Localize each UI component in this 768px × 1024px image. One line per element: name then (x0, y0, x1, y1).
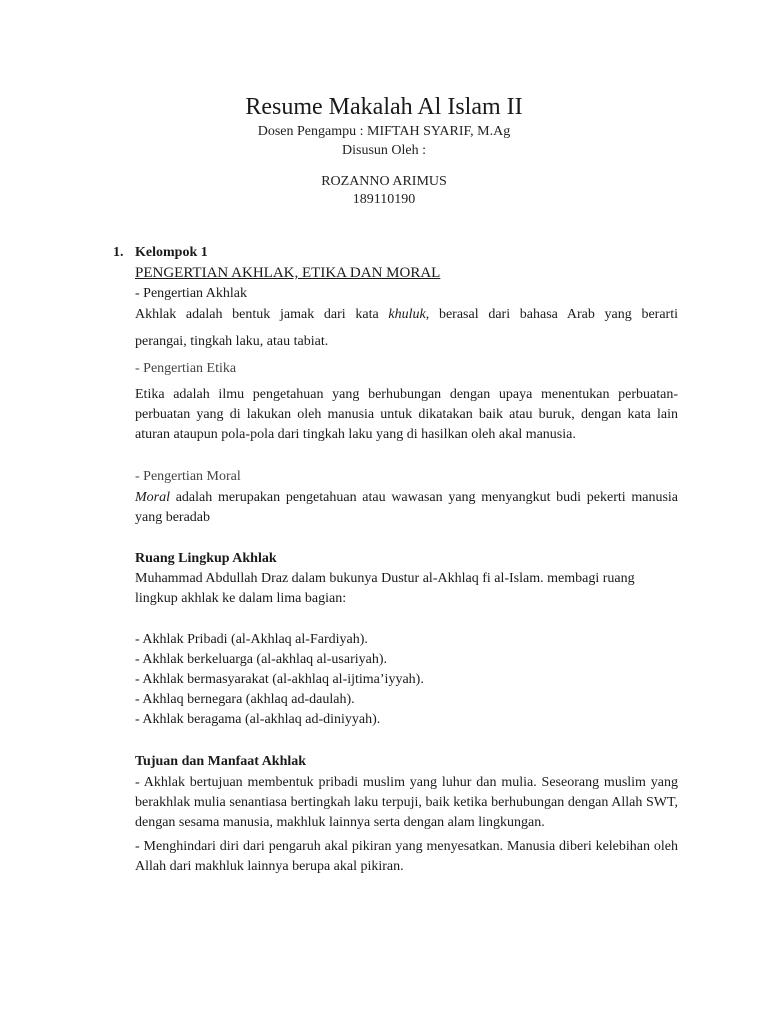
tujuan-paragraph-2: - Menghindari diri dari pengaruh akal pikiran yang menyesatkan. Manusia diberi kelebihan oleh Allah dari makhluk lainnya berupa akal pikiran. (135, 839, 678, 874)
list-item: - Akhlak Pribadi (al-Akhlaq al-Fardiyah). (135, 632, 368, 647)
akhlak-definition-line1 (135, 305, 678, 325)
document-title: Resume Makalah Al Islam II (245, 94, 523, 120)
akhlak-text-before: Akhlak adalah bentuk jamak dari kata (135, 307, 389, 322)
section-title: PENGERTIAN AKHLAK, ETIKA DAN MORAL (135, 265, 441, 281)
tujuan-heading: Tujuan dan Manfaat Akhlak (135, 754, 307, 769)
akhlak-definition-line2: perangai, tingkah laku, atau tabiat. (135, 334, 329, 349)
author-name: ROZANNO ARIMUS (321, 174, 447, 189)
list-item: - Akhlak berkeluarga (al-akhlaq al-usariyah). (135, 652, 388, 667)
compiled-by-line: Disusun Oleh : (342, 143, 426, 158)
ruang-lingkup-heading: Ruang Lingkup Akhlak (135, 551, 277, 566)
moral-definition (135, 488, 678, 528)
lecturer-line: Dosen Pengampu : MIFTAH SYARIF, M.Ag (257, 124, 511, 139)
etika-label: - Pengertian Etika (135, 361, 237, 376)
ruang-lingkup-intro: Muhammad Abdullah Draz dalam bukunya Dustur al-Akhlaq fi al-Islam. membagi ruang lingkup akhlak ke dalam lima bagian: (135, 571, 635, 606)
moral-text: adalah merupakan pengetahuan atau wawasan yang menyangkut budi pekerti manusia yang beradab (135, 490, 678, 525)
akhlak-term-khuluk: khuluk (388, 307, 426, 322)
group-heading: Kelompok 1 (135, 245, 208, 260)
list-item: - Akhlak beragama (al-akhlaq ad-diniyyah). (135, 712, 381, 727)
moral-term: Moral (135, 490, 170, 505)
etika-definition: Etika adalah ilmu pengetahuan yang berhubungan dengan upaya menentukan perbuatan-perbuatan yang di lakukan oleh manusia untuk dikatakan baik atau buruk, dengan kata lain aturan ataupun pola-pola dari tingkah laku yang di hasilkan oleh akal manusia. (135, 387, 678, 442)
tujuan-paragraph-1: - Akhlak bertujuan membentuk pribadi muslim yang luhur dan mulia. Seseorang muslim yang berakhlak mulia senantiasa bertingkah laku terpuji, baik ketika berhubungan dengan Allah SWT, dengan sesama manusia, makhluk lainnya serta dengan alam lingkungan. (135, 775, 678, 830)
akhlak-text-after: , berasal dari bahasa Arab yang berarti (425, 307, 678, 322)
akhlak-label: - Pengertian Akhlak (135, 286, 247, 301)
list-item: - Akhlaq bernegara (akhlaq ad-daulah). (135, 692, 355, 707)
moral-label: - Pengertian Moral (135, 469, 241, 484)
author-id: 189110190 (352, 192, 416, 207)
list-item: - Akhlak bermasyarakat (al-akhlaq al-ijtima’iyyah). (135, 672, 424, 687)
section-number: 1. (113, 245, 124, 260)
ruang-lingkup-list (135, 630, 678, 730)
